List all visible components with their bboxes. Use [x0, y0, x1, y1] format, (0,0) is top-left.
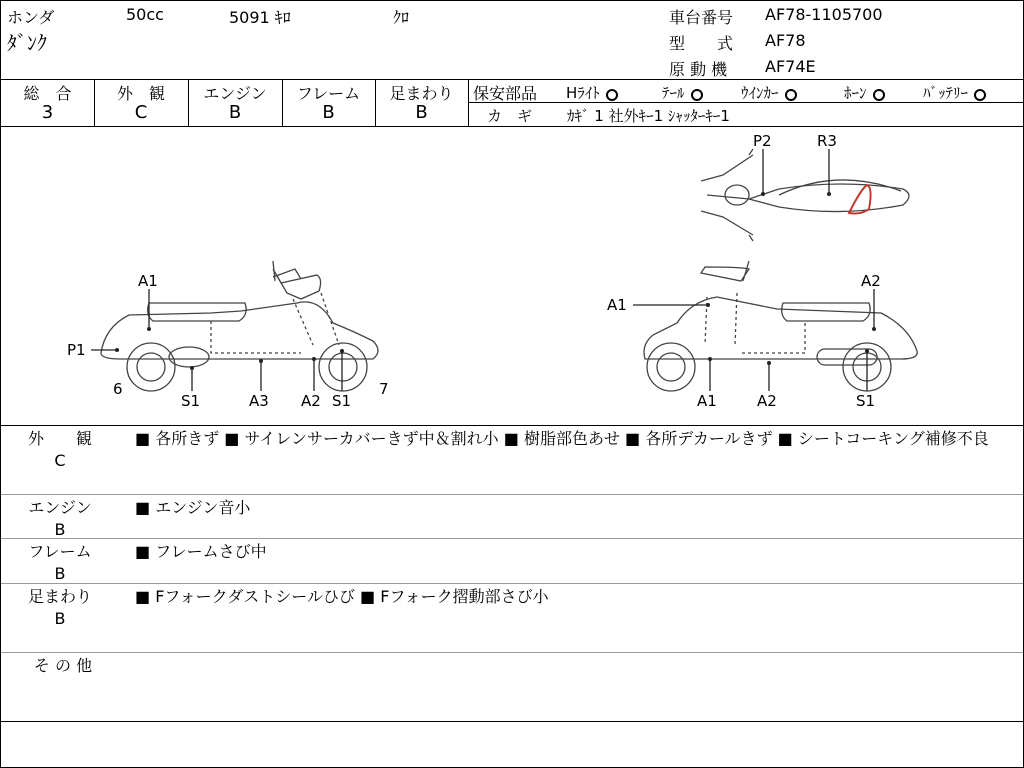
- suspension-section-label: 足まわり B: [27, 587, 92, 628]
- engine-section-label: エンジン B: [28, 498, 92, 539]
- exterior-section-label: 外 観 C: [27, 429, 92, 470]
- grade-suspension: 足まわり B: [389, 84, 454, 123]
- label-a1-right: A1: [607, 296, 627, 314]
- suspension-notes: ■ Fフォークダストシールひび ■ Fフォーク摺動部さび小: [135, 587, 549, 606]
- model-name: ﾀﾞﾝｸ: [7, 31, 47, 55]
- keys-label: カ ギ: [487, 107, 533, 125]
- label-s1-left-rear: S1: [332, 392, 352, 410]
- equipment-horn: ﾎｰﾝ: [844, 82, 885, 103]
- engine-code: AF74E: [765, 57, 816, 76]
- exterior-notes: ■ 各所きず ■ サイレンサーカバーきず中＆割れ小 ■ 樹脂部色あせ ■ 各所デカールきず ■ シートコーキング補修不良: [135, 429, 989, 448]
- grade-engine: エンジン B: [203, 84, 267, 123]
- label-a1-left: A1: [138, 272, 158, 290]
- diagram-divider: [1, 425, 1023, 426]
- frame-no: AF78-1105700: [765, 5, 883, 24]
- label-a3: A3: [249, 392, 269, 410]
- damage-diagram: [1, 127, 1023, 425]
- engine-notes: ■ エンジン音小: [135, 498, 251, 517]
- label-a2-left: A2: [301, 392, 321, 410]
- ok-circle-icon: [606, 89, 618, 101]
- displacement: 50cc: [126, 5, 164, 24]
- label-6: 6: [113, 380, 123, 398]
- label-7: 7: [379, 380, 389, 398]
- label-a2-right-top: A2: [861, 272, 881, 290]
- frame-no-label: 車台番号: [669, 8, 734, 27]
- frame-section-label: フレーム B: [28, 542, 92, 583]
- ok-circle-icon: [974, 89, 986, 101]
- footer-divider: [1, 721, 1023, 722]
- mileage: 5091 ｷﾛ: [229, 8, 291, 27]
- grade-overall: 総 合 3: [23, 84, 72, 123]
- ok-circle-icon: [785, 89, 797, 101]
- equipment-title: 保安部品: [473, 84, 538, 103]
- ok-circle-icon: [691, 89, 703, 101]
- equipment-taillight: ﾃｰﾙ: [662, 82, 703, 103]
- equipment-headlight: Hﾗｲﾄ: [566, 82, 618, 103]
- other-section-label: そ の 他: [33, 656, 93, 675]
- grade-exterior: 外 観 C: [116, 84, 165, 123]
- label-s1-right: S1: [856, 392, 876, 410]
- equipment-battery: ﾊﾞｯﾃﾘｰ: [923, 82, 986, 103]
- repair-area-mark: [849, 185, 871, 214]
- equipment-winker: ｳｲﾝｶｰ: [741, 82, 797, 103]
- label-a2-right-bottom: A2: [757, 392, 777, 410]
- grade-frame: フレーム B: [296, 84, 361, 123]
- engine-label: 原 動 機: [669, 60, 728, 79]
- label-p2: P2: [753, 132, 772, 150]
- model-code: AF78: [765, 31, 806, 50]
- ok-circle-icon: [873, 89, 885, 101]
- label-a1-right-bottom: A1: [697, 392, 717, 410]
- scooter-top-view: [701, 149, 909, 241]
- label-s1-left-front: S1: [181, 392, 201, 410]
- label-p1: P1: [67, 341, 86, 359]
- model-code-label: 型 式: [669, 34, 734, 53]
- color: ｸﾛ: [393, 8, 410, 27]
- make: ホンダ: [7, 8, 55, 27]
- label-r3: R3: [817, 132, 837, 150]
- keys-text: ｶｷﾞ 1 社外ｷｰ1 ｼｬｯﾀｰｷｰ1: [567, 107, 730, 125]
- frame-notes: ■ フレームさび中: [135, 542, 267, 561]
